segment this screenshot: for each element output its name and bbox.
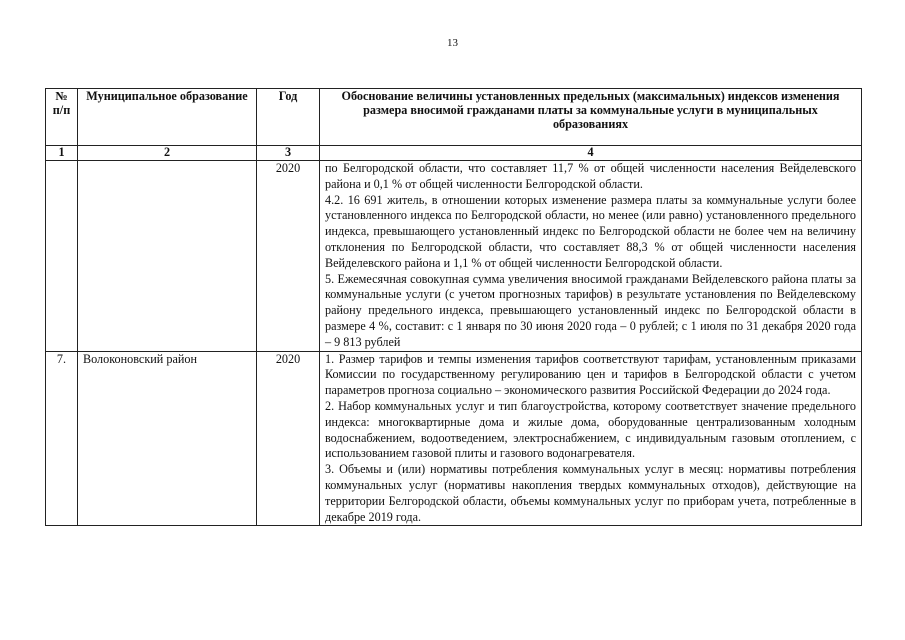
- header-year: Год: [257, 89, 320, 146]
- row-no-cell: [46, 161, 78, 352]
- justification-paragraph: по Белгородской области, что составляет 11,7 % от общей численности населения Вейделевского района и 0,1 % от общей численности Белгородской области.: [325, 161, 856, 191]
- column-number: 3: [257, 146, 320, 161]
- page-number: 13: [447, 37, 458, 49]
- indices-table: [45, 88, 862, 526]
- justification-paragraph: 4.2. 16 691 житель, в отношении которых изменение размера платы за коммунальные услуги более установленного индекса по Белгородской области, но менее (или равно) установленного предельного индекса, превышающего установленный индекс по Белгородской области не более чем на величину отклонения по Белгородской области, что составляет 88,3 % от общей численности населения Вейделевского района и 1,1 % от общей численности Белгородской области.: [325, 192, 856, 270]
- row-justification-cell: [320, 161, 862, 352]
- row-municipality-cell: [78, 161, 257, 352]
- table-row: [46, 161, 862, 352]
- column-number: 4: [320, 146, 862, 161]
- header-no: № п/п: [46, 89, 78, 146]
- table-row: [46, 351, 862, 526]
- column-number: 2: [78, 146, 257, 161]
- row-no-cell: 7.: [46, 351, 78, 526]
- justification-paragraph: 5. Ежемесячная совокупная сумма увеличения вносимой гражданами Вейделевского района платы за коммунальные услуги (с учетом прогнозных тарифов) в результате установления по Вейделевскому району предельного индекса, превышающего установленный индекс по Белгородской области в размере 4 %, составит: с 1 января по 30 июня 2020 года – 0 рублей; с 1 июля по 31 декабря 2020 года – 9 813 рублей: [325, 271, 856, 349]
- header-municipality: Муниципальное образование: [78, 89, 257, 146]
- column-number-row: [46, 146, 862, 161]
- row-municipality-cell: Волоконовский район: [78, 351, 257, 526]
- table-header-row: [46, 89, 862, 146]
- row-year-cell: 2020: [257, 351, 320, 526]
- justification-paragraph: 2. Набор коммунальных услуг и тип благоустройства, которому соответствует значение предельного индекса: многоквартирные дома и жилые дома, оборудованные централизованным холодным водоснабжением, водоотведением, электроснабжением, с индивидуальным газовым отоплением, с использованием газовой плиты и газового водонагревателя.: [325, 398, 856, 461]
- justification-paragraph: 3. Объемы и (или) нормативы потребления коммунальных услуг в месяц: нормативы потребления коммунальных услуг (нормативы накопления твердых коммунальных отходов), действующие на территории Белгородской области, объемы коммунальных услуг по приборам учета, потребленные в декабре 2019 года.: [325, 462, 856, 524]
- column-number: 1: [46, 146, 78, 161]
- row-justification-cell: [320, 351, 862, 526]
- header-justification: Обоснование величины установленных предельных (максимальных) индексов изменения размера вносимой гражданами платы за коммунальные услуги в муниципальных образованиях: [320, 89, 862, 146]
- row-year-cell: 2020: [257, 161, 320, 352]
- justification-paragraph: 1. Размер тарифов и темпы изменения тарифов соответствуют тарифам, установленным приказами Комиссии по государственному регулированию цен и тарифов в Белгородской области с учетом параметров прогноза социально – экономического развития Российской Федерации до 2024 года.: [325, 351, 856, 398]
